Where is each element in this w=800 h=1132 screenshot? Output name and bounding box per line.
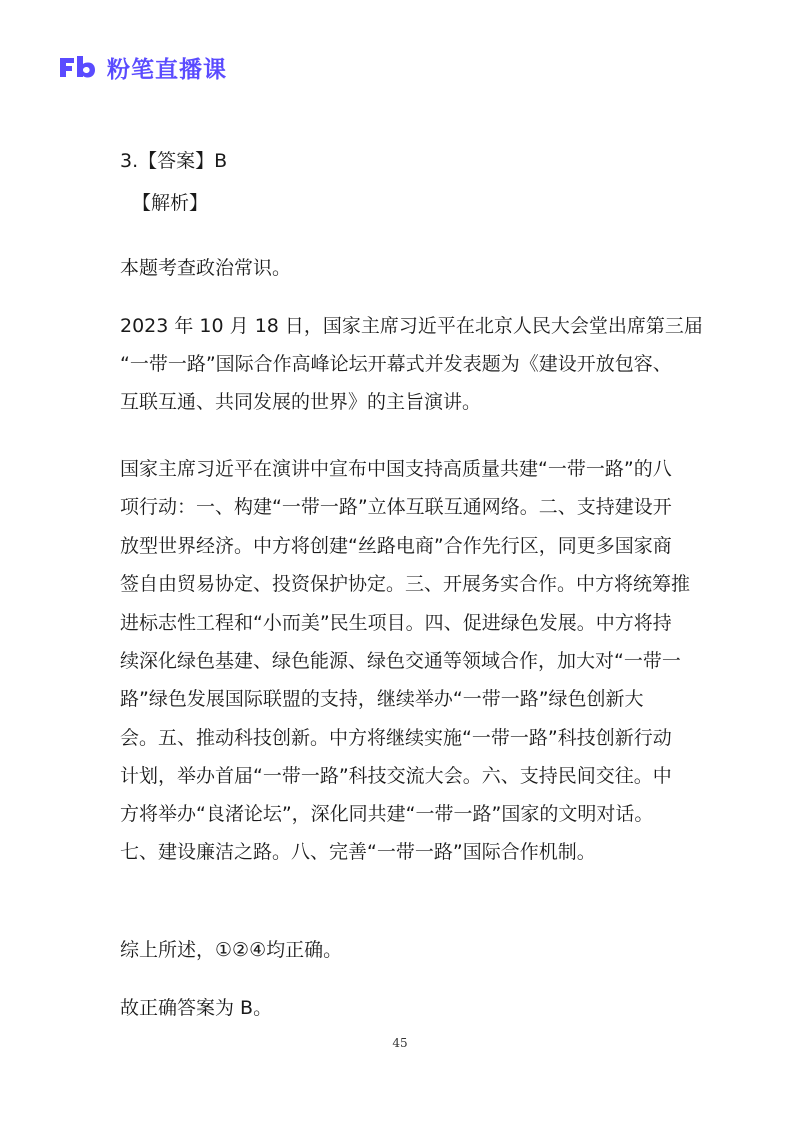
paragraph-line: 计划，举办首届“一带一路”科技交流大会。六、支持民间交往。中 xyxy=(120,765,672,787)
paragraph-line: 七、建设廉洁之路。八、完善“一带一路”国际合作机制。 xyxy=(120,841,596,863)
paragraph-line: “一带一路”国际合作高峰论坛开幕式并发表题为《建设开放包容、 xyxy=(120,353,672,375)
answer-heading: 3.【答案】B xyxy=(120,150,228,172)
paragraph-line: 国家主席习近平在演讲中宣布中国支持高质量共建“一带一路”的八 xyxy=(120,458,672,480)
fenbi-logo-icon xyxy=(57,52,97,82)
paragraph-line: 本题考查政治常识。 xyxy=(120,257,292,279)
paragraph-line: 互联互通、共同发展的世界》的主旨演讲。 xyxy=(120,391,482,413)
brand-name: 粉笔直播课 xyxy=(107,56,227,83)
paragraph-line: 会。五、推动科技创新。中方将继续实施“一带一路”科技创新行动 xyxy=(120,727,672,749)
paragraph-line: 放型世界经济。中方将创建“丝路电商”合作先行区，同更多国家商 xyxy=(120,535,672,557)
paragraph-line: 续深化绿色基建、绿色能源、绿色交通等领域合作，加大对“一带一 xyxy=(120,650,681,672)
paragraph-line: 综上所述，①②④均正确。 xyxy=(120,939,343,961)
paragraph-line: 方将举办“良渚论坛”，深化同共建“一带一路”国家的文明对话。 xyxy=(120,803,654,825)
brand-logo xyxy=(57,52,227,82)
paragraph-line: 项行动：一、构建“一带一路”立体互联互通网络。二、支持建设开 xyxy=(120,496,672,518)
analysis-label: 【解析】 xyxy=(132,192,209,214)
paragraph-line: 进标志性工程和“小而美”民生项目。四、促进绿色发展。中方将持 xyxy=(120,612,672,634)
paragraph-line: 路”绿色发展国际联盟的支持，继续举办“一带一路”绿色创新大 xyxy=(120,688,644,710)
paragraph-line: 故正确答案为 B。 xyxy=(120,997,273,1019)
page-number: 45 xyxy=(392,1036,408,1050)
paragraph-line: 签自由贸易协定、投资保护协定。三、开展务实合作。中方将统筹推 xyxy=(120,573,691,595)
paragraph-line: 2023 年 10 月 18 日，国家主席习近平在北京人民大会堂出席第三届 xyxy=(120,315,703,337)
